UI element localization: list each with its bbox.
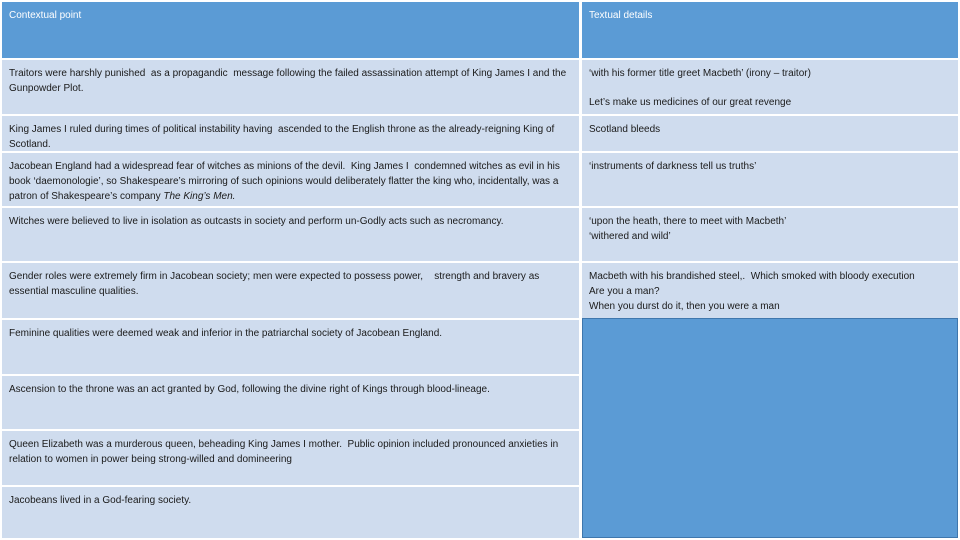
table-row-context — [2, 153, 579, 206]
quote-text: Scotland bleeds — [589, 124, 661, 135]
quote-text: ‘withered and wild’ — [589, 231, 671, 242]
table-row-context — [2, 376, 579, 429]
context-text-italic: The King’s Men. — [163, 191, 236, 202]
context-text: Feminine qualities were deemed weak and inferior in the patriarchal society of Jacobean England. — [9, 328, 443, 339]
context-text: Jacobeans lived in a God-fearing society. — [9, 495, 192, 506]
table-row-textual — [582, 60, 958, 114]
context-text: King James I ruled during times of political instability having ascended to the English throne as the already-reigning King of Scotland. — [9, 124, 558, 150]
quote-text: ‘instruments of darkness tell us truths’ — [589, 161, 757, 172]
table-row-context — [2, 431, 579, 485]
table-row-context — [2, 116, 579, 151]
context-text: Queen Elizabeth was a murderous queen, beheading King James I mother. Public opinion included pronounced anxieties in relation to women in power being strong-willed and domineering — [9, 439, 562, 465]
table-row-textual — [582, 208, 958, 261]
quote-text: ‘upon the heath, there to meet with Macbeth’ — [589, 216, 787, 227]
table-row-textual — [582, 153, 958, 206]
table-row-textual — [582, 263, 958, 318]
quote-text: Macbeth with his brandished steel,. Which smoked with bloody execution — [589, 271, 915, 282]
header-textual-details — [582, 2, 958, 58]
header-contextual-label: Contextual point — [9, 10, 82, 21]
table-row-context — [2, 263, 579, 318]
table-row-context — [2, 208, 579, 261]
table-row-context — [2, 487, 579, 538]
quote-text: Are you a man? — [589, 286, 660, 297]
quote-text: Let’s make us medicines of our great revenge — [589, 97, 792, 108]
header-textual-label: Textual details — [589, 10, 653, 21]
table-row-textual — [582, 116, 958, 151]
context-text: Witches were believed to live in isolation as outcasts in society and perform un-Godly acts such as necromancy. — [9, 216, 504, 227]
context-text-main: Jacobean England had a widespread fear of witches as minions of the devil. King James I condemned witches as evil in his book ‘daemonologie’, so Shakespeare’s mirroring of such opinions would deliberately flatter the king who, incidentally, was a patron of Shakespeare’s company — [9, 161, 563, 202]
empty-textual-details-block — [582, 318, 958, 538]
context-text: Traitors were harshly punished as a propagandic message following the failed assassination attempt of King James I and the Gunpowder Plot. — [9, 68, 569, 94]
context-text: Gender roles were extremely firm in Jacobean society; men were expected to possess power, strength and bravery as essential masculine qualities. — [9, 271, 543, 297]
header-contextual-point — [2, 2, 579, 58]
table-row-context — [2, 320, 579, 374]
context-text — [9, 159, 572, 204]
table-row-context — [2, 60, 579, 114]
context-text: Ascension to the throne was an act granted by God, following the divine right of Kings through blood-lineage. — [9, 384, 490, 395]
quote-text: ‘with his former title greet Macbeth’ (irony – traitor) — [589, 68, 811, 79]
quote-text: When you durst do it, then you were a man — [589, 301, 780, 312]
